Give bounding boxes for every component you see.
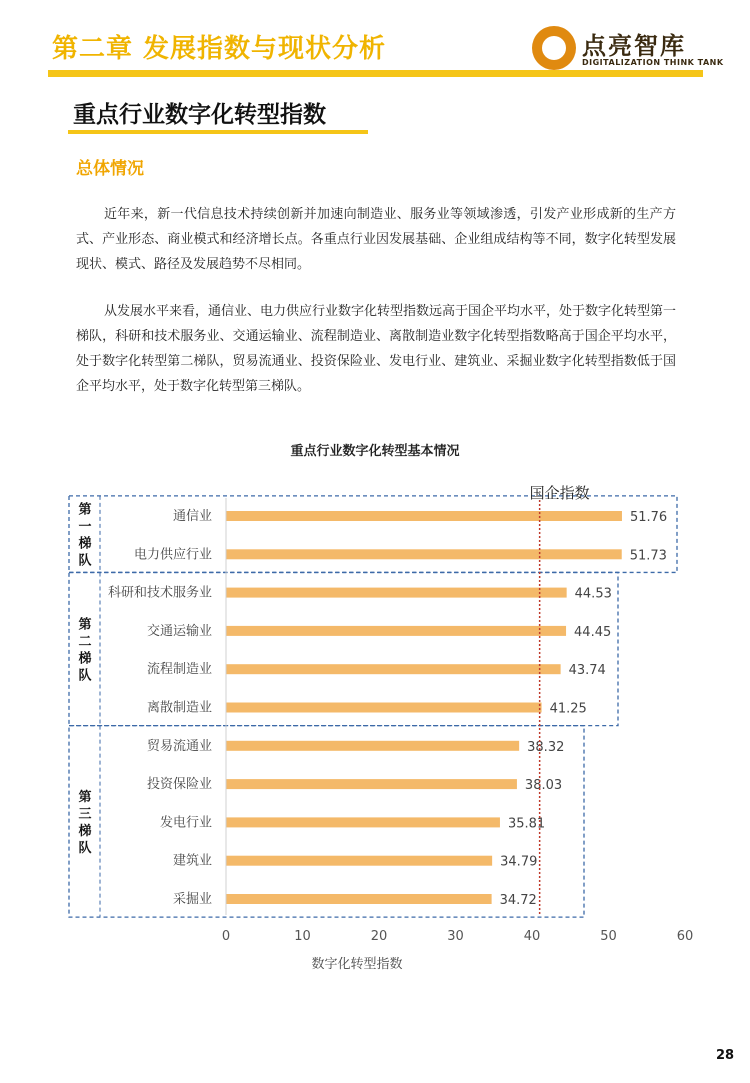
x-tick-label: 60: [676, 929, 694, 944]
x-axis-label: 数字化转型指数: [311, 957, 403, 972]
category-label: 科研和技术服务业: [107, 585, 212, 601]
reference-line-label: 国企指数: [529, 484, 590, 502]
bar: [226, 894, 492, 904]
value-label: 34.72: [499, 893, 537, 908]
subsection-title: 总体情况: [76, 159, 144, 179]
category-label: 采掘业: [172, 892, 212, 907]
paragraph: 从发展水平来看，通信业、电力供应行业数字化转型指数远高于国企平均水平，处于数字化转型第一梯队，科研和技术服务业、交通运输业、流程制造业、离散制造业数字化转型指数略高于国企平均水平，处于数字化转型第二梯队，贸易流通业、投资保险业、发电行业、建筑业、采掘业数字化转型指数低于国企平均水平，处于数字化转型第三梯队。: [76, 304, 677, 394]
tier-label: 第二梯队: [78, 617, 92, 684]
x-tick-label: 50: [600, 929, 617, 944]
paragraph: 近年来，新一代信息技术持续创新并加速向制造业、服务业等领域渗透，引发产业形成新的生产方式、产业形态、商业模式和经济增长点。各重点行业因发展基础、企业组成结构等不同，数字化转型发展现状、模式、路径及发展趋势不尽相同。: [76, 207, 676, 272]
bar: [226, 549, 622, 559]
logo-name: 点亮智库: [582, 32, 686, 60]
category-label: 通信业: [172, 509, 212, 524]
value-label: 44.45: [574, 624, 612, 640]
x-tick-label: 40: [523, 929, 541, 944]
x-tick-label: 30: [447, 929, 464, 944]
bar: [226, 626, 566, 636]
logo-subtitle: DIGITALIZATION THINK TANK: [582, 58, 724, 67]
bar: [226, 703, 542, 713]
category-label: 流程制造业: [146, 662, 212, 678]
value-label: 35.81: [507, 816, 546, 832]
x-tick-label: 10: [294, 929, 311, 944]
x-tick-label: 20: [370, 929, 388, 944]
category-label: 建筑业: [172, 853, 212, 869]
category-label: 电力供应行业: [133, 547, 212, 563]
value-label: 43.74: [568, 663, 606, 679]
value-label: 34.79: [500, 854, 538, 870]
value-label: 51.73: [629, 548, 667, 564]
bar: [226, 817, 500, 827]
bar: [226, 741, 519, 751]
category-label: 投资保险业: [146, 777, 212, 793]
bar: [226, 856, 492, 866]
tier-label: 第三梯队: [78, 789, 92, 856]
x-tick-label: 0: [221, 929, 231, 944]
value-label: 51.76: [629, 510, 668, 525]
section-title: 重点行业数字化转型指数: [73, 102, 326, 128]
chart-title: 重点行业数字化转型基本情况: [290, 444, 460, 459]
chapter-title: 第二章 发展指数与现状分析: [52, 34, 387, 64]
category-label: 离散制造业: [146, 700, 212, 716]
category-label: 交通运输业: [146, 623, 212, 639]
bar: [226, 664, 561, 674]
category-label: 发电行业: [159, 815, 212, 831]
bar: [226, 511, 622, 521]
value-label: 41.25: [549, 701, 587, 717]
bar: [226, 779, 517, 789]
bar: [226, 588, 567, 598]
value-label: 38.03: [524, 778, 563, 794]
tier-label: 第一梯队: [78, 502, 92, 569]
value-label: 38.32: [527, 739, 565, 755]
category-label: 贸易流通业: [146, 738, 212, 754]
value-label: 44.53: [574, 586, 612, 602]
page-number: 28: [716, 1048, 735, 1063]
